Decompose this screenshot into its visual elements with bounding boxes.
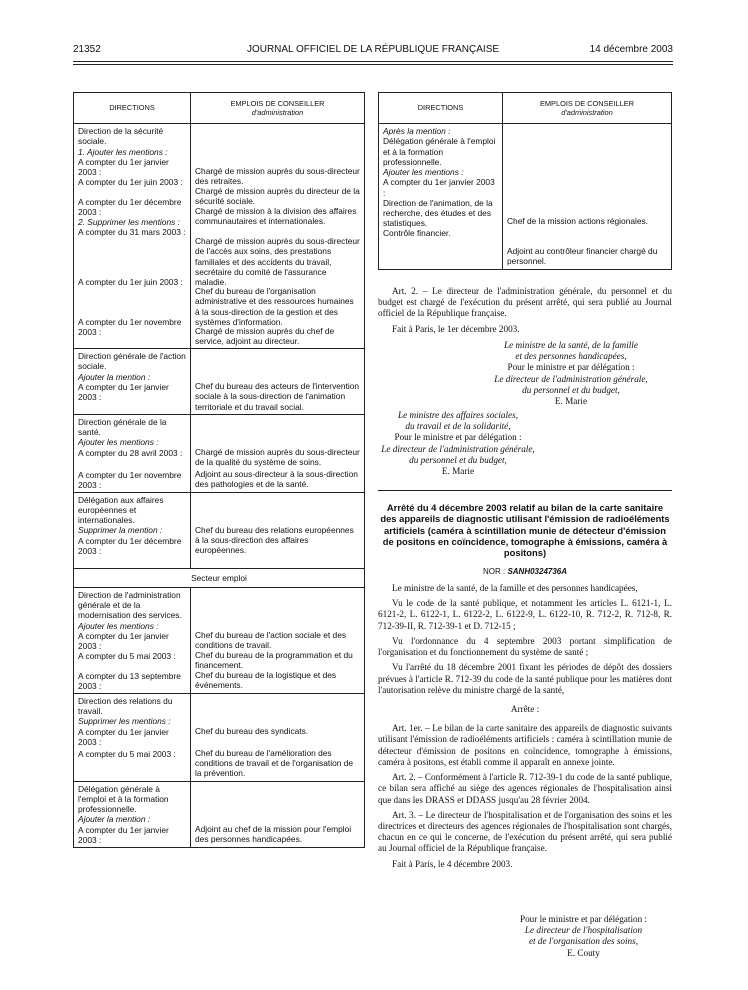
instruction: Ajouter les mentions : [78,437,159,448]
sig-line: Pour le ministre et par délégation : [507,362,635,373]
block-administration-generale [74,587,365,693]
block-sante [74,414,365,492]
issue-date: 14 décembre 2003 [589,44,673,55]
block-securite-sociale [74,124,365,349]
body-paragraph: Vu le code de la santé publique, et notamment les articles L. 6121-1, L. 6121-2, L. 6122-1, L. 6122-2, L. 6122-9, L. 6122-10, R. 712-2, R. 712-8, R. 712-39-II, R. 712-39-1 et D. 712-15 ; [378,598,672,631]
table-header-row [379,93,672,124]
sig-line: Le directeur de l'administration générale, [381,443,535,454]
section-row [74,568,365,587]
block-action-sociale [74,349,365,415]
row-date: A compter du 5 mai 2003 : [78,748,176,759]
row-emploi: Chef du bureau de l'organisation administrative et des ressources humaines à la sous-direction de la gestion et des systèmes d'information. [195,286,354,327]
row-date: A compter du 31 mars 2003 : [78,227,186,237]
col-emplois-sub: d'administration [251,108,304,117]
row-emploi: Chef du bureau des acteurs de l'intervention sociale à la sous-direction de l'animation territoriale et du travail social. [195,381,360,412]
sig-line: du travail et de la solidarité, [405,421,511,432]
instruction: Supprimer les mentions : [78,716,171,727]
row-emploi: Chef du bureau de la logistique et des événements. [195,669,337,690]
header-rule-2 [73,64,673,65]
sig-line: Le ministre des affaires sociales, [397,410,519,420]
row-emploi: Adjoint au chef de la mission pour l'emploi des personnes handicapées. [195,823,352,844]
article-3: Art. 3. – Le directeur de l'hospitalisation et de l'organisation des soins et les directrices et directeurs des agences régionales de l'hospitalisation sont chargés, chacun en ce qui le concerne, de l'exécution du présent arrêté, qui sera publié au Journal officiel de la République française. [378,809,672,854]
direction-name: Direction des relations du travail. [78,695,173,716]
right-block [379,124,672,270]
row-emploi: Chargé de mission auprès du sous-directeur de l'accès aux soins, des prestations familiales et des accidents du travail, secrétaire du comité de l'assurance maladie. [195,236,360,287]
row-date: A compter du 1er juin 2003 : [78,277,183,287]
signatory-name: E. Couty [567,947,600,958]
direction-name: Direction générale de la santé. [78,416,167,437]
col-emplois-label: EMPLOIS DE CONSEILLER [230,98,325,108]
article-2-top [378,286,672,339]
col-directions: DIRECTIONS [379,93,503,124]
arrete-word: Arrête : [510,703,540,714]
article-2: Art. 2. – Conformément à l'article R. 712-39-1 du code de la santé publique, ce bilan sera affiché au siège des agences régionales de l'hospitalisation ainsi que dans les DRASS et DDASS jusqu'au 28 février 2004. [378,772,673,805]
row-date: A compter du 1er janvier 2003 : [78,824,169,845]
row-emploi: Chef du bureau des relations européennes à la sous-direction des affaires européennes. [195,524,354,555]
instruction: Ajouter la mention : [78,814,151,825]
page-header [73,44,673,58]
row-date: A compter du 1er juin 2003 : [78,176,183,187]
row-date: A compter du 1er novembre 2003 : [78,469,182,490]
col-emplois [191,93,365,124]
row-emploi: Chargé de mission auprès du directeur de la sécurité sociale. [195,186,360,207]
signatory-name: E. Marie [441,466,475,477]
sig-line: Le directeur de l'administration générale, [494,373,648,384]
direction-name: Direction de l'administration générale et de la modernisation des services. [78,589,182,621]
sig-line: Le directeur de l'hospitalisation [524,925,643,936]
arrete-body [378,583,672,874]
row-emploi: Chargé de mission auprès du sous-directeur de la qualité du système de soins. [195,446,360,467]
row-date: A compter du 1er janvier 2003 : [78,630,169,651]
direction-name: Délégation générale à l'emploi et à la formation professionnelle. [78,783,169,814]
nor-value: SANH0324736A [507,567,568,576]
row-emploi: Chef du bureau de la programmation et du financement. [195,649,353,670]
signatory-name: E. Marie [554,396,588,407]
row-emploi: Chef de la mission actions régionales. [507,216,649,226]
row-emploi: Chargé de mission auprès du sous-directeur des retraites. [195,166,360,187]
row-date: A compter du 1er janvier 2003 : [78,156,169,177]
page-number: 21352 [73,44,101,55]
instruction: Ajouter la mention : [78,371,151,382]
row-date: A compter du 1er janvier 2003 : [78,381,169,402]
row-date: A compter du 1er décembre 2003 : [78,196,182,217]
block-affaires-europeennes [74,492,365,568]
body-paragraph: Le ministre de la santé, de la famille et des personnes handicapées, [392,583,638,593]
row-date: A compter du 1er décembre 2003 : [78,535,182,556]
col-directions: DIRECTIONS [74,93,191,124]
row-emploi: Adjoint au contrôleur financier chargé du personnel. [507,246,658,267]
nor-reference [378,567,672,577]
sig-line: et de l'organisation des soins, [528,936,639,947]
row-emploi: Adjoint au sous-directeur à la sous-direction des pathologies et de la santé. [195,468,358,489]
direction-name: Direction de la sécurité sociale. [78,126,164,147]
signature-block-3 [495,914,672,959]
fait-a-paris: Fait à Paris, le 4 décembre 2003. [392,858,513,869]
section-title: Secteur emploi [74,568,365,587]
row-date: A compter du 13 septembre 2003 : [78,670,181,691]
sig-line: du personnel et du budget, [522,384,620,395]
instruction: Ajouter les mentions : [78,620,159,631]
body-paragraph: Vu l'arrêté du 18 décembre 2001 fixant les périodes de dépôt des dossiers prévues à l'article R. 712-39 du code de la santé publique pour les matières dont l'autorisation relève du ministre chargé de la santé, [378,662,672,695]
row-date: A compter du 1er novembre 2003 : [78,317,182,338]
sig-line: Le ministre de la santé, de la famille [504,340,638,350]
direction-name: Direction générale de l'action sociale. [78,351,186,372]
sig-line: Pour le ministre et par délégation : [519,914,648,924]
col-emplois-label: EMPLOIS DE CONSEILLER [539,98,635,108]
signature-block-2 [378,410,538,477]
row-emploi: Chef du bureau de l'amélioration des conditions de travail et de l'organisation de la prévention. [195,747,354,779]
instruction: Après la mention : [383,126,451,136]
sig-line: et des personnes handicapées, [515,351,627,362]
row-date: A compter du 5 mai 2003 : [78,650,176,661]
instruction: Supprimer la mention : [78,525,163,536]
row-emploi: Chef du bureau des syndicats. [195,725,309,736]
header-rule [73,61,673,62]
signature-block-1 [470,340,672,407]
direction-name: Délégation générale à l'emploi et à la formation professionnelle. [383,136,496,167]
row-date: A compter du 1er janvier 2003 : [78,726,169,747]
nor-label: NOR : [482,567,506,576]
section-rule [378,490,672,491]
row-date: A compter du 28 avril 2003 : [78,447,183,458]
article-1: Art. 1er. – Le bilan de la carte sanitaire des appareils de diagnostic suivants utilisant l'émission de radioéléments artificiels : caméra à scintillation munie de détecteur d'émission de positons en coïncidence, tomographe à émissions, caméra à positons, est établi comme il apparaît en annexe jointe. [378,723,672,767]
article-text: Art. 2. – Le directeur de l'administration générale, du personnel et du budget est chargé de l'exécution du présent arrêté, qui sera publié au Journal officiel de la République française. [378,286,672,319]
col-emplois [503,93,672,124]
instruction: 1. Ajouter les mentions : [78,146,168,157]
body-paragraph: Vu l'ordonnance du 4 septembre 2003 portant simplification de l'organisation et du fonctionnement du système de santé ; [378,635,672,658]
col-emplois-sub: d'administration [561,108,613,117]
right-table [378,92,672,270]
block-delegation-emploi [74,781,365,847]
left-table [73,92,365,848]
journal-title: JOURNAL OFFICIEL DE LA RÉPUBLIQUE FRANÇAISE [246,44,500,55]
row-emploi: Chef du bureau de l'action sociale et des conditions de travail. [195,629,347,650]
direction-name: Délégation aux affaires européennes et internationales. [78,494,164,525]
direction-name: Contrôle financier. [383,227,451,238]
sig-line: Pour le ministre et par délégation : [394,432,522,443]
direction-name: Direction de l'animation, de la recherche, des études et des statistiques. [383,197,493,229]
row-date: A compter du 1er janvier 2003 : [383,177,495,198]
row-emploi: Chargé de mission auprès du chef de service, adjoint au directeur. [195,326,335,347]
arrete-title: Arrêté du 4 décembre 2003 relatif au bilan de la carte sanitaire des appareils de diagnostic utilisant l'émission de radioéléments artificiels (caméra à scintillation munie de détecteur d'émission de positons en coïncidence, tomographe à émissions, caméra à positons) [380,502,670,559]
block-relations-travail [74,693,365,781]
table-header-row [74,93,365,124]
instruction: Ajouter les mentions : [383,167,464,177]
instruction: 2. Supprimer les mentions : [78,216,180,227]
row-emploi: Chargé de mission à la division des affaires communautaires et internationales. [195,206,357,227]
fait-a-paris: Fait à Paris, le 1er décembre 2003. [392,323,520,334]
sig-line: du personnel et du budget, [409,454,507,465]
